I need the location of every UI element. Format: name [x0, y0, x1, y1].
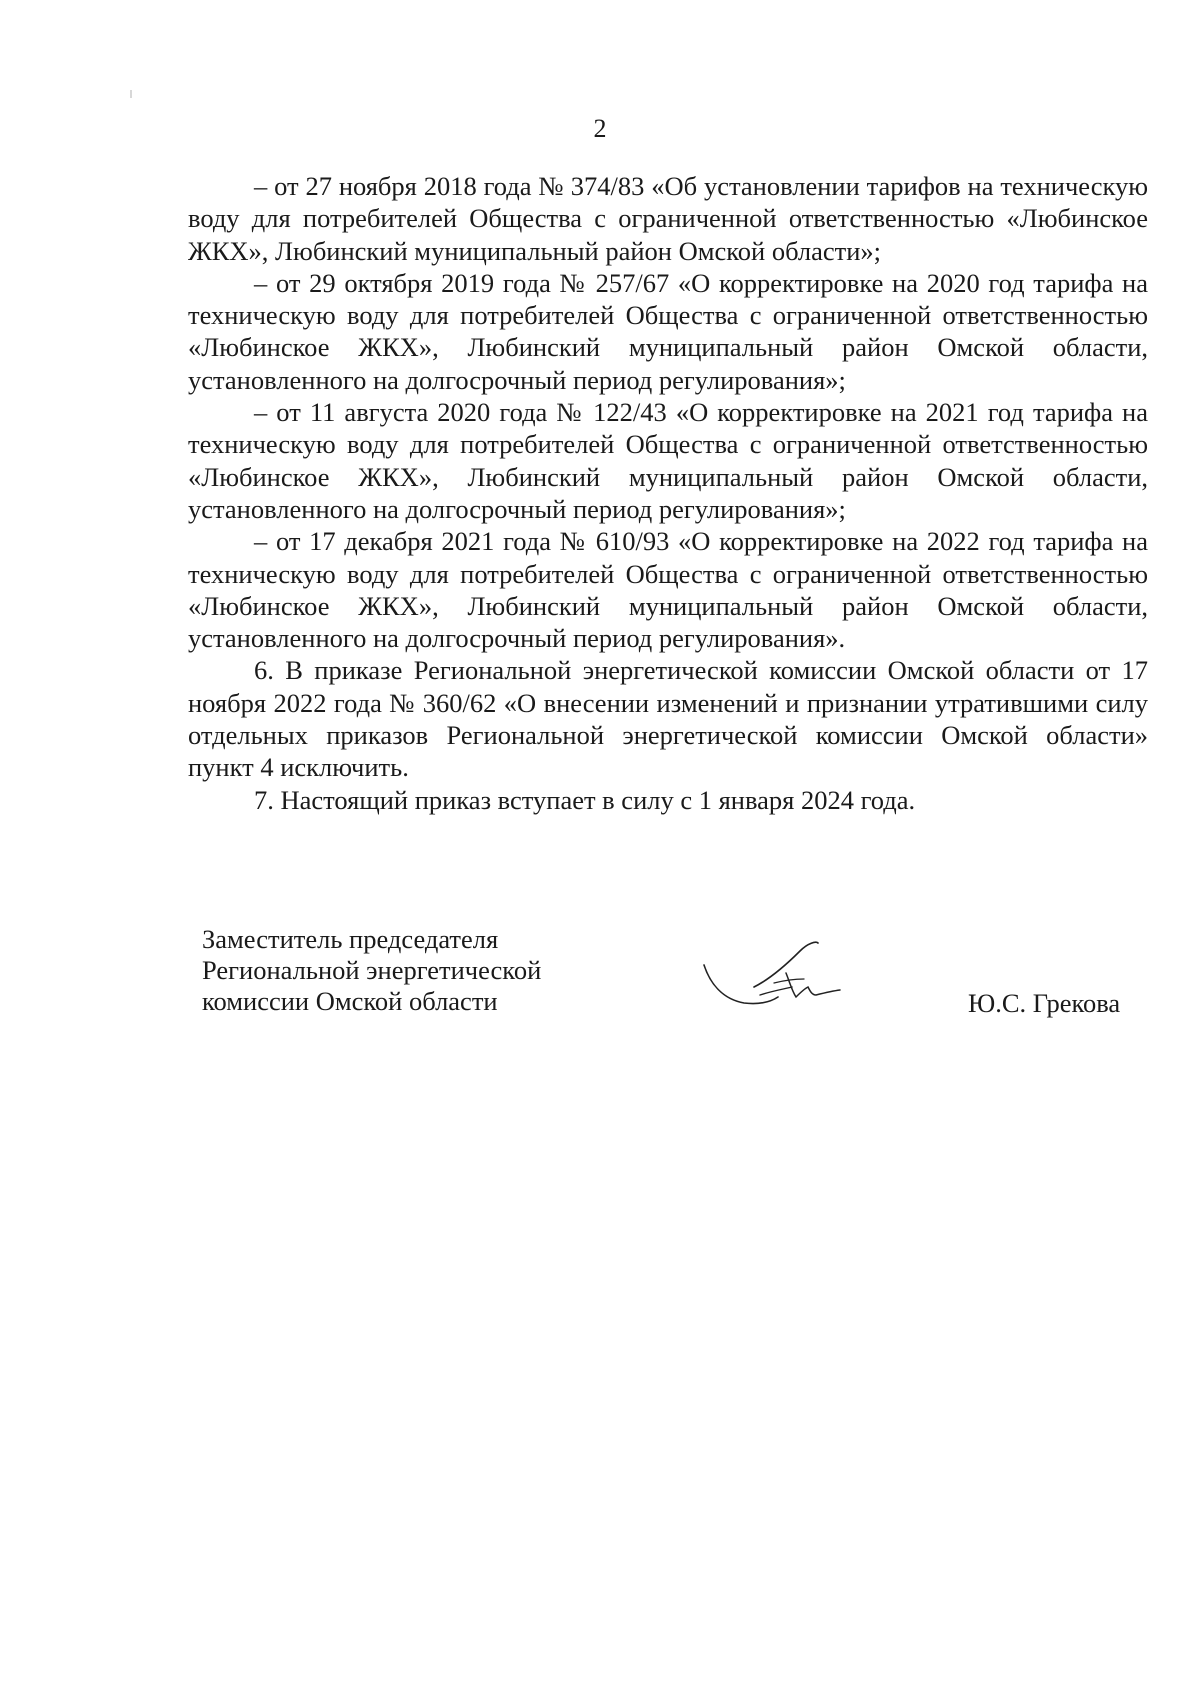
paragraph-order-2019: – от 29 октября 2019 года № 257/67 «О корректировке на 2020 год тарифа на техническую воду для потребителей Общества с ограниченной ответственностью «Любинское ЖКХ», Любинский муниципальный район Омской области, установленного на долгосрочный период регулирования»;	[188, 267, 1148, 395]
page-number: 2	[593, 114, 607, 143]
signatory-position-line: Региональной энергетической	[202, 955, 542, 985]
signatory-position	[202, 924, 541, 1017]
paragraph-item-6: 6. В приказе Региональной энергетической комиссии Омской области от 17 ноября 2022 года № 360/62 «О внесении изменений и признании утратившими силу отдельных приказов Региональной энергетической комиссии Омской области» пункт 4 исключить.	[188, 655, 1148, 783]
paragraph-order-2021: – от 17 декабря 2021 года № 610/93 «О корректировке на 2022 год тарифа на техническую воду для потребителей Общества с ограниченной ответственностью «Любинское ЖКХ», Любинский муниципальный район Омской области, установленного на долгосрочный период регулирования».	[188, 526, 1148, 654]
signatory-position-line: Заместитель председателя	[202, 924, 499, 954]
signatory-position-line: комиссии Омской области	[202, 986, 498, 1016]
paragraph-order-2018: – от 27 ноября 2018 года № 374/83 «Об установлении тарифов на техническую воду для потребителей Общества с ограниченной ответственностью «Любинское ЖКХ», Любинский муниципальный район Омской области»;	[188, 171, 1148, 266]
signatory-name: Ю.С. Грекова	[968, 988, 1121, 1018]
paragraph-order-2020: – от 11 августа 2020 года № 122/43 «О корректировке на 2021 год тарифа на техническую воду для потребителей Общества с ограниченной ответственностью «Любинское ЖКХ», Любинский муниципальный район Омской области, установленного на долгосрочный период регулирования»;	[188, 397, 1148, 524]
handwritten-signature	[700, 935, 870, 1025]
paragraph-item-7: 7. Настоящий приказ вступает в силу с 1 января 2024 года.	[254, 784, 916, 815]
scan-artifact	[130, 90, 132, 98]
document-body	[188, 170, 1148, 816]
